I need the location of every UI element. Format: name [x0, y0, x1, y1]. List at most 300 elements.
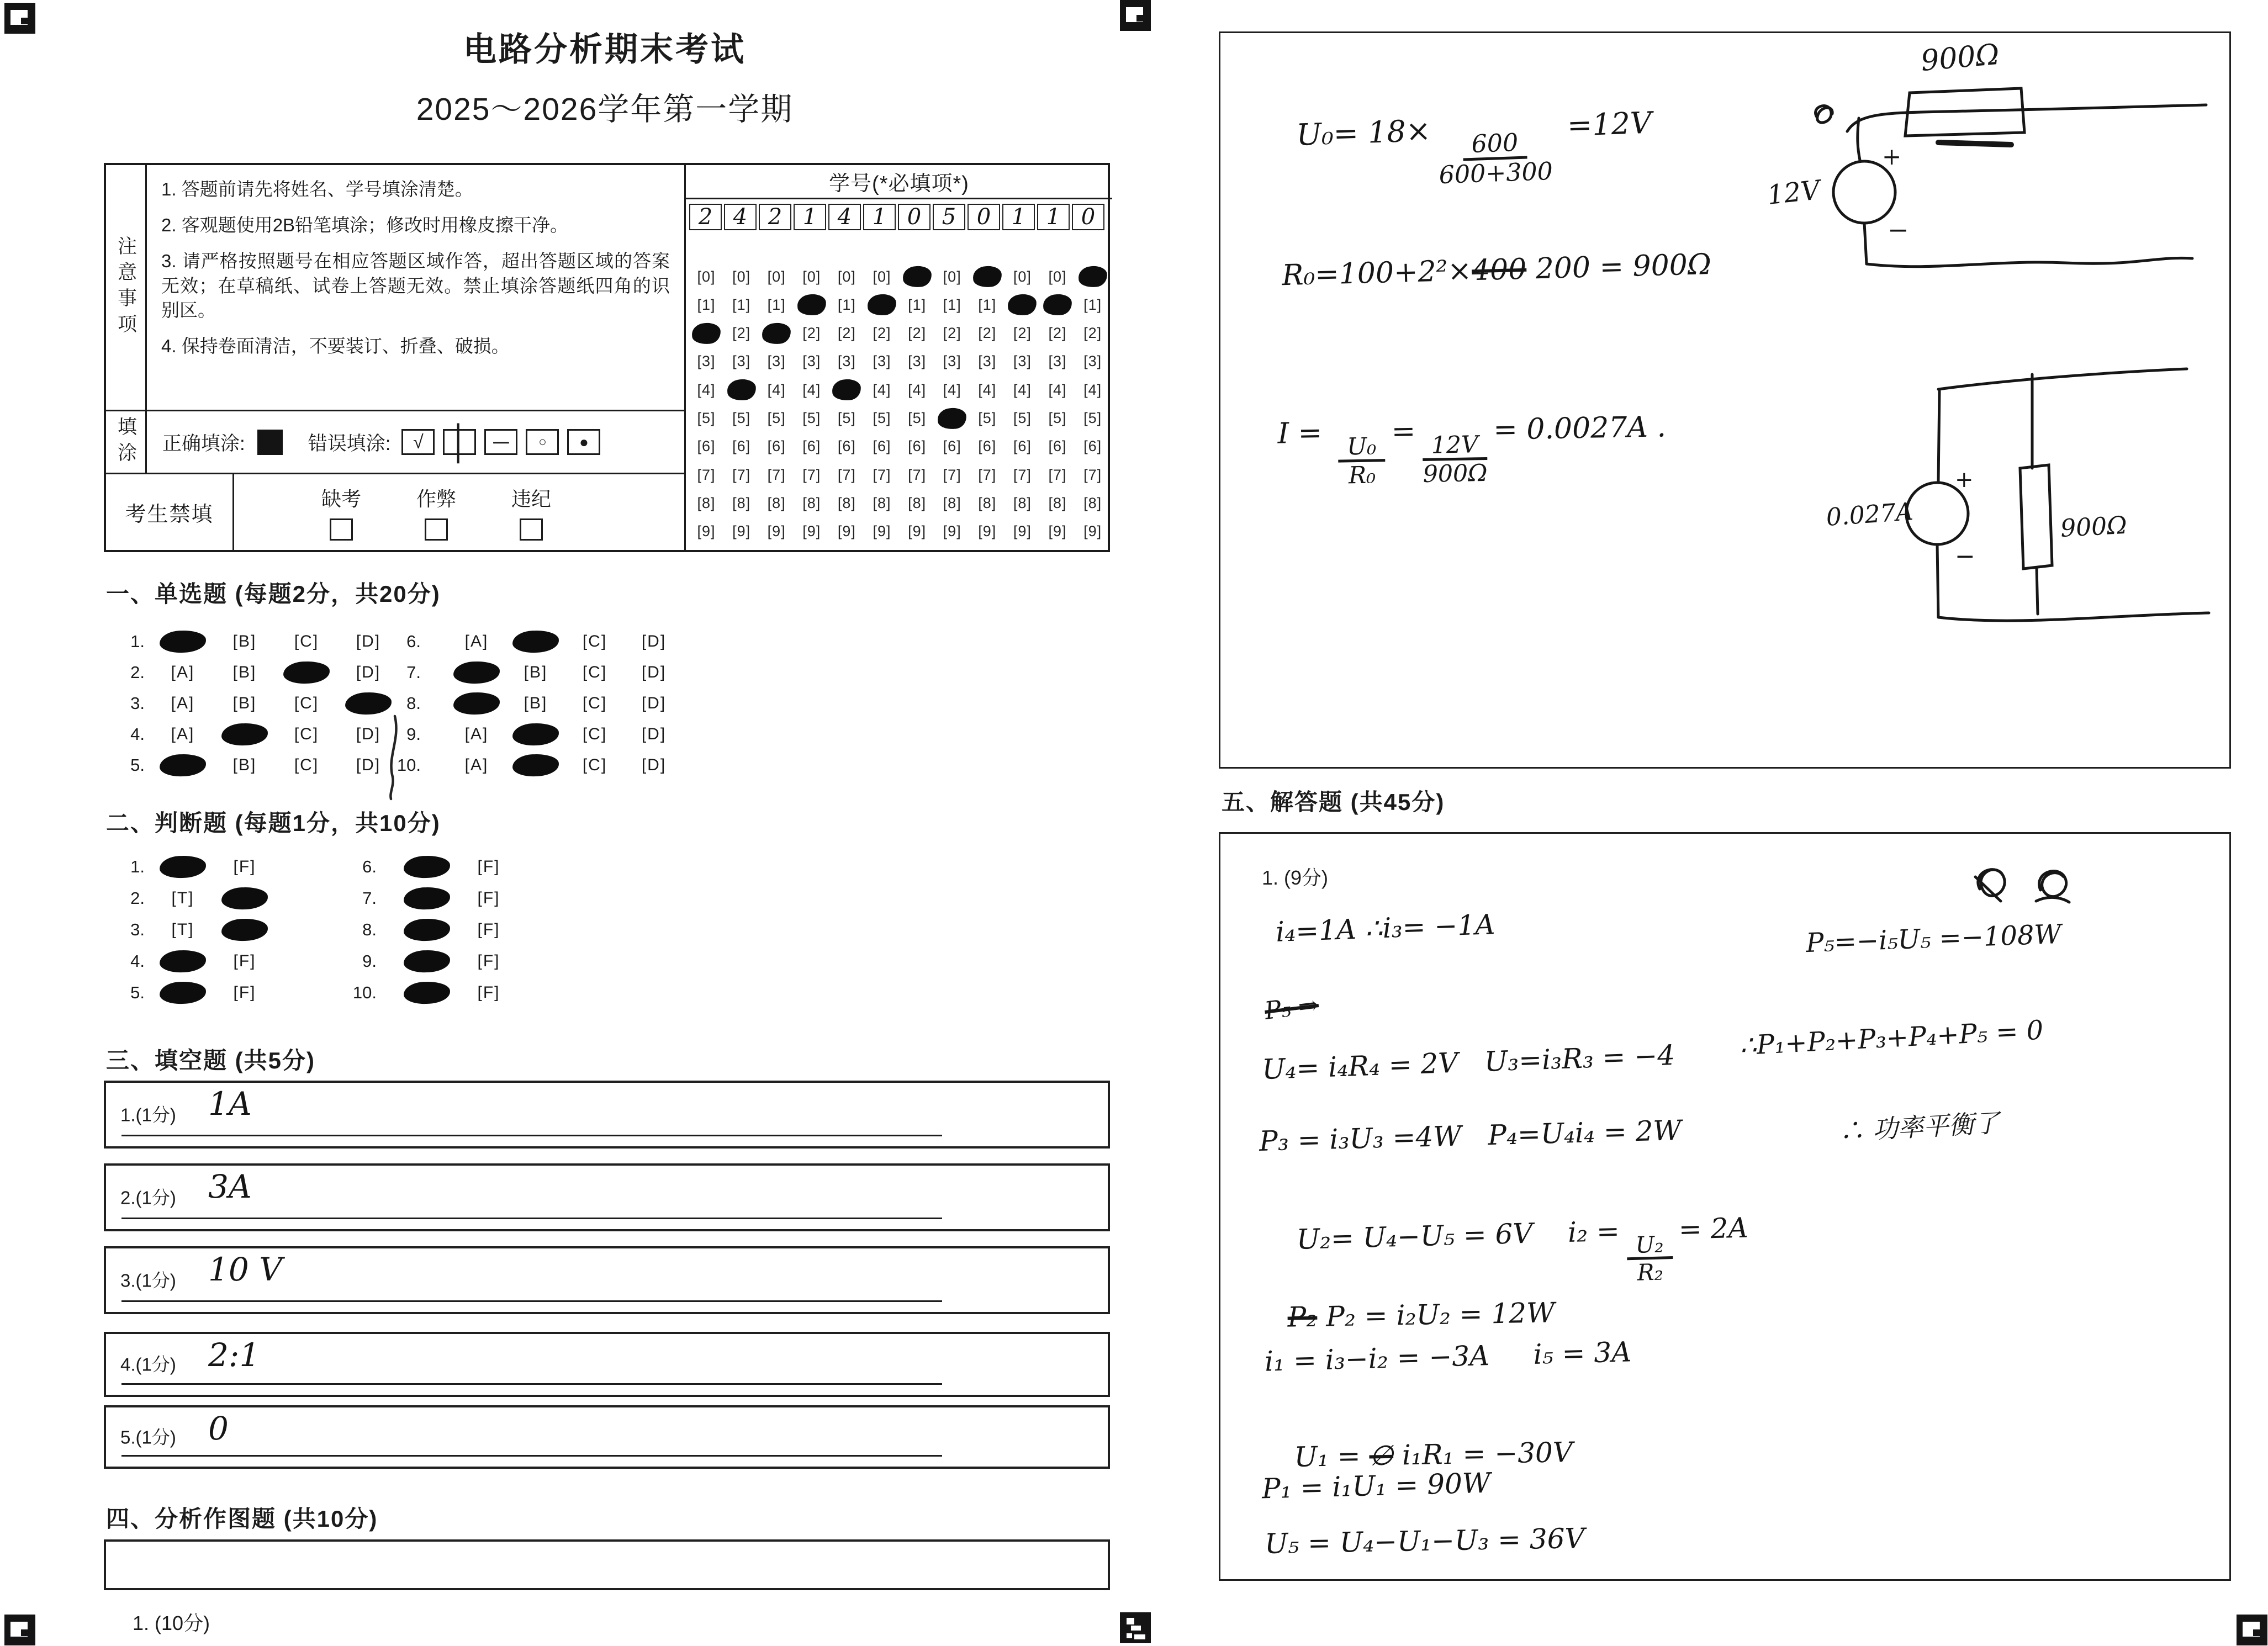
id-bubble[interactable]: [4] — [978, 381, 997, 398]
s1-option-A[interactable] — [159, 629, 207, 654]
filled-option-mark — [512, 630, 559, 654]
hw-eq-part: U₂= U₄−U₅ = 6V i₂ = — [1296, 1215, 1620, 1256]
filled-bubble-mark — [1043, 294, 1073, 317]
id-bubble[interactable]: [9] — [908, 523, 927, 540]
filled-option-mark — [221, 723, 268, 747]
filled-option-mark — [403, 855, 450, 879]
registration-marker-top-left — [4, 3, 35, 34]
id-bubble[interactable] — [971, 264, 1003, 289]
blank-label: 4.(1分) — [120, 1354, 176, 1375]
filled-bubble-mark — [797, 294, 827, 317]
s1-option-B[interactable]: [B] — [232, 632, 257, 650]
id-bubble[interactable]: [1] — [978, 296, 997, 313]
hw-fraction-den: 600+300 — [1438, 157, 1553, 189]
s2-option-F[interactable]: [F] — [477, 858, 500, 876]
id-digit-cell[interactable]: 1 — [794, 204, 826, 230]
hw-eq-part: I = — [1277, 416, 1332, 451]
id-bubble[interactable]: [3] — [908, 353, 927, 370]
notice-label: 注意事项 — [115, 235, 137, 340]
id-bubble[interactable]: [7] — [873, 466, 891, 483]
id-bubble[interactable]: [9] — [1013, 523, 1032, 540]
id-bubble[interactable]: [8] — [1013, 494, 1032, 511]
id-bubble[interactable]: [7] — [697, 466, 716, 483]
id-bubble[interactable] — [936, 406, 968, 431]
id-bubble[interactable]: [6] — [732, 438, 751, 455]
id-digit-cell[interactable]: 2 — [689, 204, 722, 230]
id-bubble[interactable]: [3] — [873, 353, 891, 370]
id-bubble[interactable]: [1] — [837, 296, 856, 313]
id-bubble[interactable]: [5] — [1013, 410, 1032, 426]
s1-option-D[interactable]: [D] — [356, 725, 381, 743]
id-bubble[interactable]: [5] — [732, 410, 751, 426]
id-bubble[interactable]: [4] — [767, 381, 786, 398]
id-digit-cell[interactable]: 0 — [968, 204, 1000, 230]
wrong-fill-examples — [401, 423, 600, 461]
fill-demo-label: 填涂 — [115, 416, 137, 468]
id-digit-cell[interactable]: 2 — [759, 204, 791, 230]
s2-option-T[interactable] — [159, 981, 207, 1005]
s1-option-B[interactable] — [221, 722, 268, 747]
hw-eq-part: U₀= 18× — [1296, 113, 1432, 153]
hw-equation-ro — [1244, 215, 1712, 326]
id-bubble[interactable]: [0] — [767, 268, 786, 285]
id-bubble[interactable]: [0] — [837, 268, 856, 285]
handwritten-answer: 0 — [208, 1410, 229, 1447]
id-bubble[interactable]: [7] — [908, 466, 927, 483]
id-bubble[interactable]: [2] — [802, 325, 821, 342]
id-bubble[interactable]: [8] — [802, 494, 821, 511]
id-bubble[interactable]: [1] — [908, 296, 927, 313]
s2-option-T[interactable] — [403, 886, 451, 911]
id-bubble[interactable]: [7] — [767, 466, 786, 483]
id-bubble[interactable] — [726, 378, 758, 402]
hw-solution-line: P₅=−i₅U₅ =−108W — [1805, 918, 2062, 959]
id-bubble[interactable] — [796, 293, 828, 317]
s1-option-A[interactable]: [A] — [464, 725, 489, 743]
id-bubble[interactable]: [5] — [978, 410, 997, 426]
filled-option-mark — [512, 754, 559, 777]
id-bubble[interactable]: [0] — [732, 268, 751, 285]
id-bubble[interactable]: [9] — [1083, 523, 1102, 540]
s1-option-B[interactable] — [512, 753, 559, 777]
id-bubble[interactable]: [7] — [943, 466, 961, 483]
s1-question-number: 5. — [130, 755, 145, 775]
wrong-fill-example-box — [526, 429, 559, 455]
registration-marker-bottom-right — [2237, 1615, 2267, 1645]
filled-option-mark — [159, 630, 206, 654]
wrong-mark-icon: ● — [579, 433, 589, 451]
id-bubble[interactable]: [2] — [1048, 325, 1067, 342]
id-bubble[interactable]: [2] — [837, 325, 856, 342]
id-bubble[interactable]: [4] — [697, 381, 716, 398]
id-bubble[interactable] — [831, 378, 863, 402]
filled-bubble-mark — [937, 407, 968, 430]
s1-option-D[interactable]: [D] — [356, 756, 381, 774]
id-digit-cell[interactable]: 5 — [933, 204, 965, 230]
forbidden-option — [507, 484, 556, 541]
s1-option-A[interactable]: [A] — [171, 663, 195, 681]
id-digit-cell[interactable]: 0 — [898, 204, 931, 230]
id-bubble[interactable]: [9] — [732, 523, 751, 540]
registration-marker-top-center — [1120, 0, 1151, 31]
answer-line — [121, 1135, 942, 1136]
id-bubble[interactable]: [0] — [943, 268, 961, 285]
hw-fraction — [1338, 432, 1386, 490]
id-bubble[interactable]: [4] — [908, 381, 927, 398]
id-bubble[interactable]: [3] — [802, 353, 821, 370]
id-bubble[interactable]: [0] — [802, 268, 821, 285]
s1-question-number: 3. — [130, 694, 145, 713]
id-bubble[interactable]: [8] — [767, 494, 786, 511]
filled-option-mark — [159, 981, 206, 1005]
id-bubble[interactable]: [4] — [802, 381, 821, 398]
id-bubble[interactable]: [6] — [1048, 438, 1067, 455]
id-bubble[interactable]: [1] — [767, 296, 786, 313]
id-bubble[interactable] — [1042, 293, 1074, 317]
s1-option-D[interactable]: [D] — [356, 663, 381, 681]
answer-line — [121, 1455, 942, 1457]
filled-option-mark — [403, 887, 450, 911]
filled-bubble-mark — [762, 322, 792, 345]
id-bubble[interactable]: [5] — [908, 410, 927, 426]
id-bubble[interactable]: [6] — [767, 438, 786, 455]
s1-option-C[interactable] — [283, 660, 330, 685]
s1-option-C[interactable]: [C] — [294, 694, 319, 712]
s1-option-B[interactable]: [B] — [524, 663, 548, 681]
id-bubble[interactable] — [760, 321, 792, 346]
filled-option-mark — [159, 754, 206, 777]
id-bubble[interactable]: [9] — [873, 523, 891, 540]
id-bubble[interactable]: [3] — [943, 353, 961, 370]
correct-fill-label: 正确填涂: — [162, 432, 245, 454]
id-bubble[interactable]: [7] — [837, 466, 856, 483]
forbidden-checkbox[interactable] — [520, 518, 543, 541]
hw-solution-line: i₁ = i₃−i₂ = −3A i₅ = 3A — [1264, 1336, 1632, 1378]
s1-option-C[interactable]: [C] — [294, 632, 319, 650]
section4-header: 四、分析作图题 (共10分) — [106, 1506, 378, 1532]
fill-blank-box-2 — [104, 1163, 1110, 1231]
id-bubble[interactable]: [6] — [837, 438, 856, 455]
id-bubble[interactable]: [8] — [732, 494, 751, 511]
forbidden-checkbox[interactable] — [425, 518, 448, 541]
s2-option-F[interactable]: [F] — [477, 952, 500, 970]
id-bubble[interactable]: [3] — [978, 353, 997, 370]
id-bubble[interactable]: [2] — [1083, 325, 1102, 342]
id-bubble[interactable]: [5] — [767, 410, 786, 426]
id-bubble[interactable]: [1] — [697, 296, 716, 313]
s1-option-A[interactable]: [A] — [171, 725, 195, 743]
id-bubble[interactable]: [3] — [767, 353, 786, 370]
id-bubble[interactable] — [1077, 264, 1109, 289]
s1-option-A[interactable] — [453, 691, 500, 716]
id-bubble[interactable]: [6] — [697, 438, 716, 455]
source-label: 12V — [1765, 174, 1822, 211]
id-bubble[interactable]: [8] — [837, 494, 856, 511]
fill-blank-box-4 — [104, 1332, 1110, 1397]
hw-eq-part: 200 = 900Ω — [1526, 247, 1712, 286]
id-bubble[interactable]: [8] — [873, 494, 891, 511]
s2-question-number: 6. — [362, 857, 377, 876]
id-digit-cell[interactable]: 1 — [863, 204, 896, 230]
filled-option-mark — [403, 981, 450, 1005]
id-bubble[interactable]: [9] — [943, 523, 961, 540]
s1-question-number: 8. — [406, 694, 421, 713]
id-bubble[interactable]: [8] — [697, 494, 716, 511]
id-digit-cell[interactable]: 4 — [724, 204, 757, 230]
id-bubble[interactable]: [6] — [978, 438, 997, 455]
filled-option-mark — [453, 661, 500, 685]
notice-item-4: 4. 保持卷面清洁，不要装订、折叠、破损。 — [161, 336, 510, 357]
id-bubble[interactable]: [3] — [1048, 353, 1067, 370]
handwritten-answer: 3A — [208, 1168, 252, 1205]
ink-scribble — [1816, 106, 1833, 123]
id-bubble[interactable] — [866, 293, 898, 317]
s2-option-T[interactable]: [T] — [171, 889, 194, 907]
wrong-fill-label: 错误填涂: — [308, 432, 391, 454]
forbidden-option — [412, 484, 461, 541]
hw-fraction-den: 900Ω — [1423, 459, 1488, 489]
filled-bubble-mark — [691, 322, 722, 345]
id-bubble[interactable] — [690, 321, 722, 346]
registration-marker-bottom-center — [1120, 1612, 1151, 1643]
wrong-fill-example-box — [443, 423, 476, 461]
id-bubble[interactable]: [9] — [767, 523, 786, 540]
id-bubble[interactable]: [4] — [1083, 381, 1102, 398]
id-digit-cell[interactable]: 1 — [1037, 204, 1070, 230]
id-bubble[interactable]: [9] — [802, 523, 821, 540]
notice-label-cell — [106, 165, 147, 410]
id-bubble[interactable]: [2] — [873, 325, 891, 342]
s1-option-A[interactable] — [453, 660, 500, 685]
id-bubble[interactable]: [0] — [1013, 268, 1032, 285]
id-bubble[interactable]: [7] — [978, 466, 997, 483]
id-bubble[interactable]: [0] — [873, 268, 891, 285]
id-bubble[interactable]: [9] — [837, 523, 856, 540]
page-title: 电路分析期末考试 — [463, 31, 746, 68]
id-bubble[interactable]: [2] — [978, 325, 997, 342]
id-bubble[interactable]: [6] — [1083, 438, 1102, 455]
id-bubble[interactable]: [3] — [1013, 353, 1032, 370]
polarity-plus: + — [1955, 467, 1974, 493]
s2-option-T[interactable]: [T] — [171, 920, 194, 939]
handwritten-answer: 1A — [208, 1085, 252, 1123]
id-bubble[interactable]: [7] — [1048, 466, 1067, 483]
s2-option-F[interactable]: [F] — [233, 983, 256, 1002]
filled-option-mark — [221, 918, 268, 942]
id-bubble[interactable]: [6] — [873, 438, 891, 455]
filled-option-mark — [283, 661, 330, 685]
polarity-plus: + — [1882, 143, 1902, 170]
s1-option-A[interactable]: [A] — [464, 632, 489, 650]
answer-line — [121, 1300, 942, 1302]
section1-header: 一、单选题 (每题2分，共20分) — [106, 581, 441, 607]
fill-demo-label-cell — [106, 410, 147, 473]
s1-option-D[interactable]: [D] — [641, 725, 667, 743]
s2-option-T[interactable] — [403, 918, 451, 942]
s1-option-C[interactable]: [C] — [582, 694, 607, 712]
filled-bubble-mark — [1007, 294, 1038, 317]
id-bubble[interactable]: [7] — [1083, 466, 1102, 483]
s2-question-number: 7. — [362, 888, 377, 908]
s1-option-C[interactable]: [C] — [294, 756, 319, 774]
id-bubble[interactable]: [1] — [1083, 296, 1102, 313]
resistor-label: 900Ω — [2059, 511, 2128, 543]
page-subtitle: 2025～2026学年第一学期 — [416, 92, 794, 127]
s2-option-T[interactable] — [159, 855, 207, 879]
id-bubble[interactable]: [8] — [1083, 494, 1102, 511]
id-bubble[interactable]: [5] — [873, 410, 891, 426]
id-bubble[interactable]: [7] — [732, 466, 751, 483]
blank-label: 3.(1分) — [120, 1270, 176, 1291]
id-bubble[interactable]: [1] — [732, 296, 751, 313]
id-bubble[interactable]: [7] — [802, 466, 821, 483]
hw-fraction-den: R₀ — [1348, 461, 1376, 490]
hw-fraction-num: 12V — [1422, 432, 1487, 461]
filled-bubble-mark — [902, 265, 932, 288]
id-bubble[interactable]: [4] — [1048, 381, 1067, 398]
id-bubble[interactable]: [6] — [1013, 438, 1032, 455]
s2-option-T[interactable] — [403, 949, 451, 973]
hw-fraction-num: U₂ — [1626, 1232, 1673, 1260]
s1-question-number: 10. — [396, 755, 421, 775]
id-bubble[interactable]: [8] — [978, 494, 997, 511]
id-bubble[interactable]: [5] — [802, 410, 821, 426]
s2-question-number: 8. — [362, 920, 377, 939]
s1-option-D[interactable]: [D] — [641, 694, 667, 712]
s1-option-B[interactable]: [B] — [232, 663, 257, 681]
hw-solution-line: ∴P₁+P₂+P₃+P₄+P₅ = 0 — [1738, 1014, 2044, 1062]
filled-bubble-mark — [832, 378, 862, 401]
id-bubble[interactable] — [1006, 293, 1038, 317]
s2-option-F[interactable]: [F] — [477, 920, 500, 939]
hw-solution-line: U₅ = U₄−U₁−U₃ = 36V — [1264, 1522, 1585, 1560]
hw-struck-text: P₂ — [1287, 1300, 1318, 1333]
id-bubble[interactable]: [2] — [943, 325, 961, 342]
s2-option-F[interactable] — [221, 886, 268, 911]
id-bubble[interactable]: [3] — [732, 353, 751, 370]
id-bubble[interactable]: [1] — [943, 296, 961, 313]
notice-item-3: 3. 请严格按照题号在相应答题区域作答，超出答题区域的答案无效；在草稿纸、试卷上答题无效。禁止填涂答题纸四角的识别区。 — [161, 251, 670, 320]
s1-option-B[interactable] — [512, 629, 559, 654]
id-bubble[interactable]: [2] — [1013, 325, 1032, 342]
forbidden-option-label: 缺考 — [321, 488, 361, 510]
id-bubble[interactable]: [8] — [1048, 494, 1067, 511]
id-bubble[interactable]: [8] — [908, 494, 927, 511]
polarity-minus: − — [1955, 542, 1975, 570]
s2-option-F[interactable]: [F] — [477, 983, 500, 1002]
id-digit-cell[interactable]: 1 — [1002, 204, 1035, 230]
s1-option-C[interactable]: [C] — [582, 632, 607, 650]
ink-scribble-pair — [1963, 855, 2085, 915]
id-bubble[interactable]: [3] — [1083, 353, 1102, 370]
id-bubble[interactable]: [5] — [1083, 410, 1102, 426]
hw-equation-current — [1240, 377, 1668, 523]
hw-solution-line: P₃ = i₃U₃ =4W P₄=U₄i₄ = 2W — [1259, 1114, 1682, 1158]
section5-header: 五、解答题 (共45分) — [1222, 789, 1445, 815]
hw-struck-text: 400 — [1471, 252, 1527, 288]
resistor-label: 900Ω — [1919, 38, 2001, 78]
s1-option-D[interactable]: [D] — [641, 756, 667, 774]
source-label: 0.027A — [1825, 497, 1915, 532]
id-bubble[interactable]: [7] — [1013, 466, 1032, 483]
s1-option-B[interactable]: [B] — [232, 694, 257, 712]
s1-option-B[interactable] — [512, 722, 559, 747]
s1-option-C[interactable]: [C] — [294, 725, 319, 743]
s1-option-B[interactable]: [B] — [232, 756, 257, 774]
wrong-mark-icon: ○ — [538, 434, 547, 449]
notice-list — [147, 165, 684, 410]
filled-option-mark — [403, 918, 450, 942]
s2-option-T[interactable] — [403, 981, 451, 1005]
id-bubble[interactable]: [4] — [873, 381, 891, 398]
s1-option-C[interactable]: [C] — [582, 663, 607, 681]
s1-question-number: 4. — [130, 724, 145, 744]
id-bubble[interactable]: [6] — [908, 438, 927, 455]
id-digit-cell[interactable]: 0 — [1072, 204, 1104, 230]
s2-option-F[interactable]: [F] — [233, 952, 256, 970]
id-bubble[interactable]: [2] — [732, 325, 751, 342]
id-bubble[interactable]: [5] — [1048, 410, 1067, 426]
id-bubble[interactable] — [901, 264, 933, 289]
id-bubble[interactable]: [4] — [943, 381, 961, 398]
s1-option-A[interactable]: [A] — [464, 756, 489, 774]
id-bubble[interactable]: [0] — [697, 268, 716, 285]
s1-option-C[interactable]: [C] — [582, 725, 607, 743]
s1-option-A[interactable]: [A] — [171, 694, 195, 712]
notice-item-2: 2. 客观题使用2B铅笔填涂；修改时用橡皮擦干净。 — [161, 215, 569, 236]
s1-option-D[interactable]: [D] — [641, 663, 667, 681]
forbidden-checkbox[interactable] — [330, 518, 353, 541]
s1-option-D[interactable]: [D] — [641, 632, 667, 650]
id-bubble[interactable]: [5] — [697, 410, 716, 426]
id-bubble[interactable]: [9] — [1048, 523, 1067, 540]
id-bubble[interactable]: [0] — [1048, 268, 1067, 285]
wrong-mark-icon: │ — [449, 423, 470, 461]
wrong-mark-icon: √ — [413, 431, 424, 453]
s2-option-T[interactable] — [159, 949, 207, 973]
filled-option-mark — [453, 692, 500, 716]
id-digit-cell[interactable]: 4 — [828, 204, 861, 230]
s2-option-F[interactable]: [F] — [233, 858, 256, 876]
id-bubble[interactable]: [2] — [908, 325, 927, 342]
s2-option-F[interactable]: [F] — [477, 889, 500, 907]
filled-option-mark — [221, 887, 268, 911]
s1-option-D[interactable]: [D] — [356, 632, 381, 650]
wrong-fill-example-box — [401, 429, 435, 455]
id-bubble[interactable]: [5] — [837, 410, 856, 426]
hw-fraction-num: 600 — [1462, 130, 1527, 161]
forbidden-options-row — [234, 473, 684, 550]
s1-option-A[interactable] — [159, 753, 207, 777]
id-bubble[interactable]: [9] — [697, 523, 716, 540]
handwritten-answer: 10 V — [208, 1251, 283, 1288]
s1-option-C[interactable]: [C] — [582, 756, 607, 774]
hw-eq-part: = 0.0027A . — [1493, 410, 1667, 447]
id-bubble[interactable]: [6] — [802, 438, 821, 455]
id-bubble[interactable]: [8] — [943, 494, 961, 511]
id-bubble[interactable]: [9] — [978, 523, 997, 540]
id-bubble[interactable]: [3] — [837, 353, 856, 370]
s2-option-F[interactable] — [221, 918, 268, 942]
filled-option-mark — [159, 950, 206, 973]
s1-question-number: 1. — [130, 632, 145, 651]
id-bubble[interactable]: [4] — [1013, 381, 1032, 398]
id-bubble[interactable]: [6] — [943, 438, 961, 455]
handwritten-answer: 2:1 — [208, 1336, 260, 1374]
s1-option-B[interactable]: [B] — [524, 694, 548, 712]
s2-option-T[interactable] — [403, 855, 451, 879]
id-bubble[interactable]: [3] — [697, 353, 716, 370]
